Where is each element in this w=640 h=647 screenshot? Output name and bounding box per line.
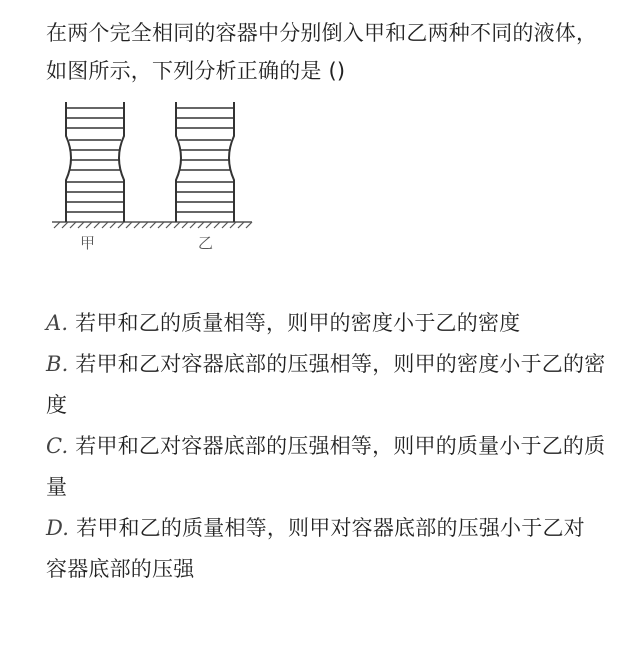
option-c[interactable] — [46, 426, 606, 508]
option-d-letter: D. — [46, 516, 70, 540]
container-figure — [52, 100, 262, 260]
option-c-letter: C. — [46, 434, 69, 458]
option-a-text: 若甲和乙的质量相等，则甲的密度小于乙的密度 — [75, 311, 521, 335]
option-a-letter: A. — [46, 311, 69, 335]
option-d[interactable] — [46, 508, 606, 590]
option-b-letter: B. — [46, 352, 69, 376]
container-yi — [176, 102, 234, 222]
label-jia: 甲 — [80, 234, 96, 252]
question-stem: 在两个完全相同的容器中分别倒入甲和乙两种不同的液体，如图所示，下列分析正确的是 () — [46, 21, 598, 83]
option-c-text: 若甲和乙对容器底部的压强相等，则甲的质量小于乙的质量 — [46, 434, 606, 499]
option-b[interactable] — [46, 344, 606, 426]
ground-hatching — [52, 222, 252, 228]
label-yi: 乙 — [198, 234, 214, 252]
options-list — [46, 303, 606, 590]
container-jia — [66, 102, 124, 222]
option-d-text: 若甲和乙的质量相等，则甲对容器底部的压强小于乙对容器底部的压强 — [46, 516, 585, 581]
option-a[interactable] — [46, 303, 606, 344]
option-b-text: 若甲和乙对容器底部的压强相等，则甲的密度小于乙的密度 — [46, 352, 606, 417]
